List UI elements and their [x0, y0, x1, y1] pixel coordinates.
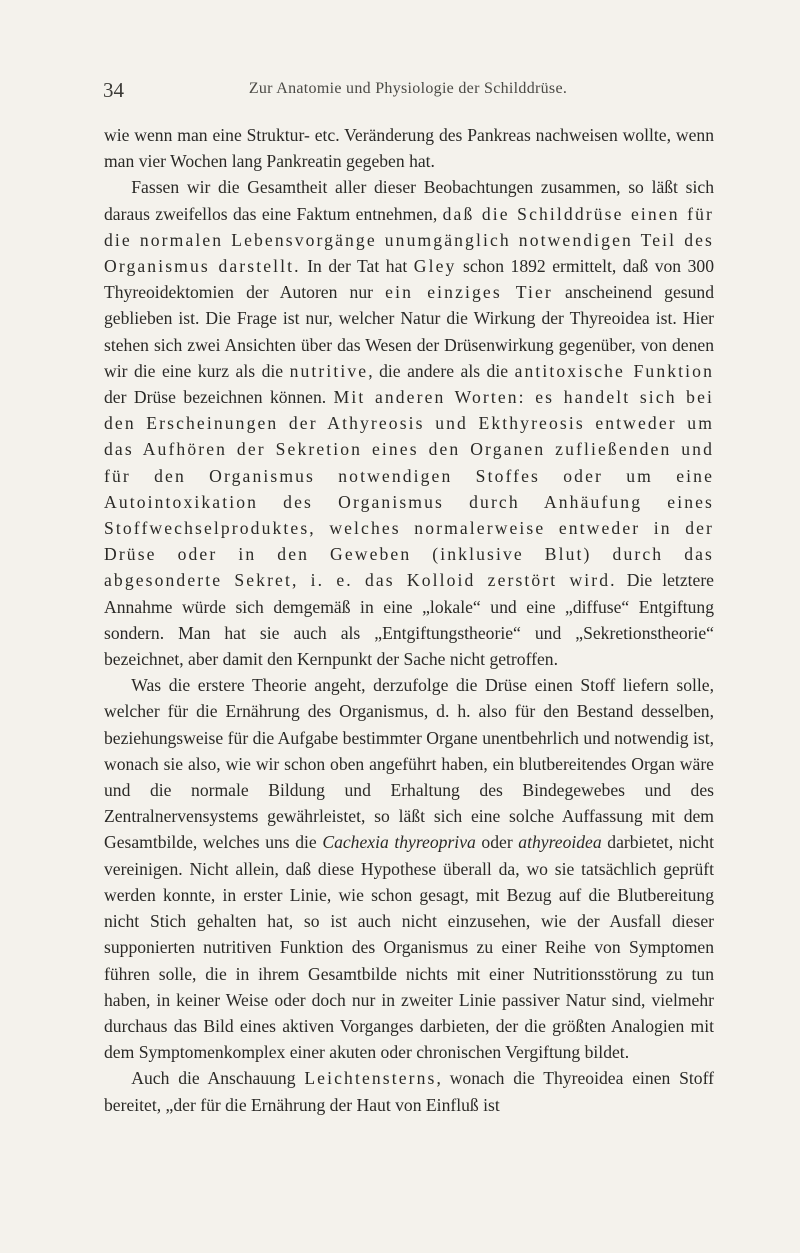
spaced-emphasis: Mit anderen Worten: es handelt sich bei den Erscheinungen der Athyreosis und Ekthyreosis entweder um das Aufhören der Sekretion eines den Organen zufließenden und für den Organismus notwendigen Stoffes oder um eine Autointoxikation des Organismus durch Anhäufung eines Stoffwechselproduktes, welches normalerweise entweder in der Drüse oder in den Geweben (inklusive Blut) durch das abgesonderte Sekret, i. e. das Kolloid zerstört wird. [104, 387, 715, 591]
page-header [103, 78, 713, 108]
running-title: Zur Anatomie und Physiologie der Schilddrüse. [248, 80, 568, 97]
page-number: 34 [103, 78, 124, 102]
text-run: darbietet, nicht vereinigen. Nicht allein, daß diese Hypothese überall da, wo sie tatsächlich geprüft werden konnte, in erster Linie, wie schon gesagt, mit Bezug auf die Blutbereitung nicht Stich gehalten hat, so ist auch nicht einzusehen, wie der Ausfall dieser supponierten nutritiven Funktion des Organismus zu einer Reihe von Symptomen führen solle, die in ihrem Gesamtbilde nichts mit einer Nutritionsstörung zu tun haben, in keiner Weise oder doch nur in zweiter Linie passiver Natur sind, vielmehr durchaus das Bild eines aktiven Vorganges darbieten, der die größten Analogien mit dem Symptomenkomplex einer akuten oder chronischen Vergiftung bildet. [104, 832, 714, 1063]
paragraph [104, 174, 714, 672]
text-run: schon 1892 ermittelt, daß von 300 Thyreoidektomien der Autoren nur [104, 256, 714, 303]
spaced-emphasis: nutritive [289, 360, 369, 381]
text-run: Auch die Anschauung [131, 1068, 305, 1089]
paragraph [104, 1065, 714, 1117]
italic-term: Cachexia thyreopriva [322, 832, 476, 853]
spaced-emphasis: Leichtensterns [304, 1068, 437, 1089]
spaced-emphasis: antitoxische Funktion [514, 360, 714, 381]
italic-term: athyreoidea [518, 832, 602, 853]
text-run: wie wenn man eine Struktur- etc. Veränderung des Pankreas nachweisen wollte, wenn man vier Wochen lang Pankreatin gegeben hat. [104, 125, 714, 172]
text-run: Was die erstere Theorie angeht, derzufolge die Drüse einen Stoff liefern solle, welcher für die Ernährung des Organismus, d. h. also für den Bestand desselben, beziehungsweise für die Aufgabe bestimmter Organe unentbehrlich und notwendig ist, wonach sie also, wie wir schon oben angeführt haben, ein blutbereitendes Organ wäre und die normale Bildung und Erhaltung des Bindegewebes und des Zentralnervensystems gewährleistet, so läßt sich eine solche Auffassung mit dem Gesamtbilde, welches uns die [104, 675, 714, 853]
spaced-emphasis: ein einziges Tier [385, 282, 553, 303]
paragraph [104, 122, 714, 174]
text-run: der Drüse bezeichnen können. [104, 387, 334, 408]
text-run: Die letztere Annahme würde sich demgemäß in eine „lokale“ und eine „diffuse“ Entgiftung sondern. Man hat sie auch als „Entgiftungstheorie“ und „Sekretionstheorie“ bezeichnet, aber damit den Kernpunkt der Sache nicht getroffen. [104, 570, 714, 670]
text-run: In der Tat hat [300, 256, 414, 277]
text-run: , wonach die Thyreoidea einen Stoff bereitet, „der für die Ernährung der Haut von Einfluß ist [104, 1068, 714, 1115]
spaced-emphasis: Gley [413, 256, 457, 277]
text-run: Fassen wir die Gesamtheit aller dieser Beobachtungen zusammen, so läßt sich daraus zweifellos das eine Faktum entnehmen, [104, 177, 714, 224]
paragraph [104, 672, 714, 1065]
text-run: anscheinend gesund geblieben ist. Die Frage ist nur, welcher Natur die Wirkung der Thyreoidea ist. Hier stehen sich zwei Ansichten über das Wesen der Drüsenwirkung gegenüber, von denen wir die eine kurz als die [104, 282, 714, 381]
body-text [104, 122, 714, 1118]
text-run: , die andere als die [368, 360, 515, 381]
spaced-emphasis: daß die Schilddrüse einen für die normalen Lebensvorgänge unumgänglich notwendigen Teil des Organismus darstellt. [104, 203, 714, 277]
text-run: oder [475, 832, 519, 853]
